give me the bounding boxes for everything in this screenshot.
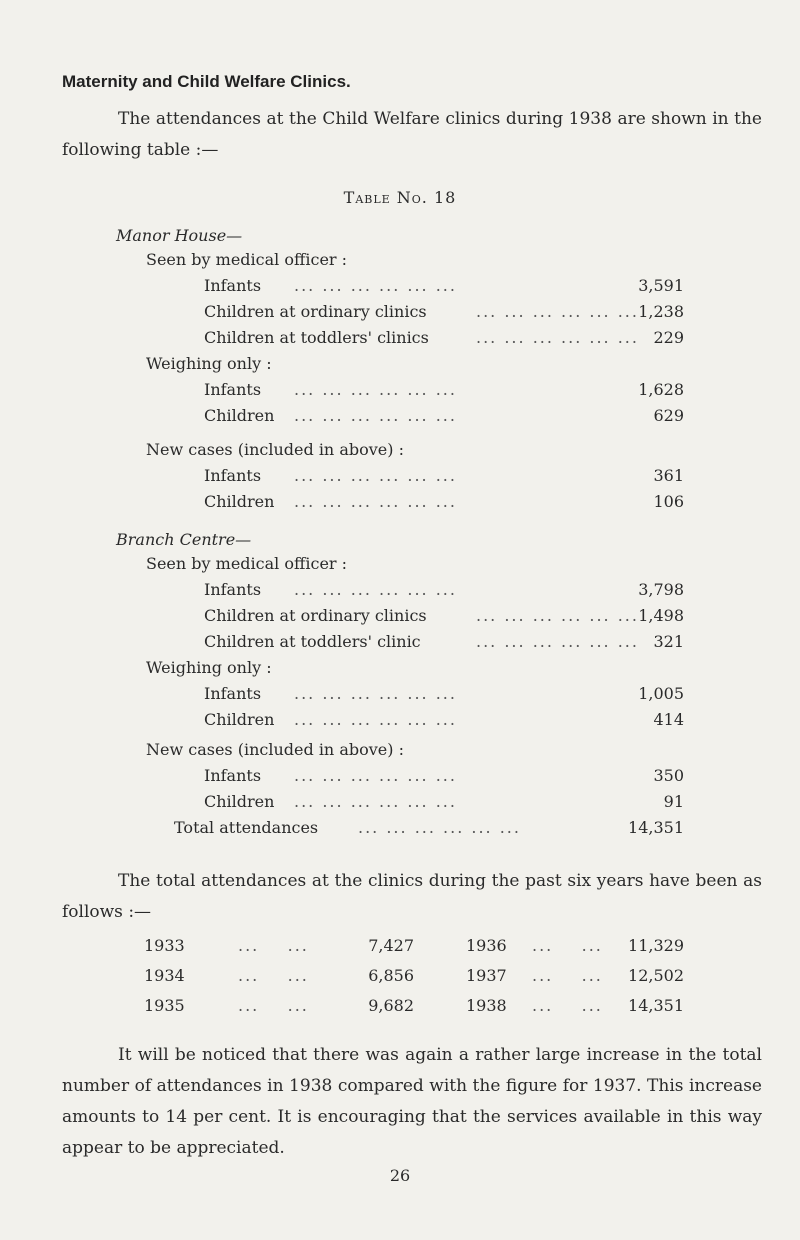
row-value: 1,238 (638, 302, 684, 321)
branch-weighing-label: Weighing only : (146, 658, 272, 677)
row-label: Children at ordinary clinics (204, 606, 427, 625)
row-label: Infants (204, 276, 262, 295)
year-value: 6,856 (368, 966, 414, 985)
row-value: 106 (653, 492, 684, 511)
table-row (0, 276, 800, 300)
leader-dots: ... ... ... ... ... ... (476, 328, 639, 347)
table-row (0, 684, 800, 708)
table-row (0, 328, 800, 352)
row-value: 321 (653, 632, 684, 651)
year-value: 14,351 (628, 996, 684, 1015)
year-value: 12,502 (628, 966, 684, 985)
row-value: 350 (653, 766, 684, 785)
table-row (0, 380, 800, 404)
table-row (0, 792, 800, 816)
leader-dots: ... ... ... ... ... ... (476, 302, 639, 321)
row-value: 3,798 (638, 580, 684, 599)
row-value: 629 (653, 406, 684, 425)
row-label: Children (204, 792, 275, 811)
year-label: 1937 (466, 966, 507, 985)
intro-paragraph: The attendances at the Child Welfare clinics during 1938 are shown in the following table :— (62, 109, 762, 160)
leader-dots: ... ... ... ... ... ... (358, 818, 521, 837)
year-value: 7,427 (368, 936, 414, 955)
row-value: 1,005 (638, 684, 684, 703)
row-label: Children at toddlers' clinics (204, 328, 429, 347)
row-label: Infants (204, 580, 262, 599)
year-label: 1935 (144, 996, 185, 1015)
conclusion-paragraph: It will be noticed that there was again a rather large increase in the total number of attendances in 1938 compared with the figure for 1937. This increase amounts to 14 per cent. It is encouraging that the services available in this way appear to be appreciated. (62, 1045, 762, 1158)
manor-seen-label: Seen by medical officer : (146, 250, 348, 269)
branch-new-cases-label: New cases (included in above) : (146, 740, 404, 759)
leader-dots: ... ... ... ... ... ... (476, 632, 639, 651)
year-label: 1938 (466, 996, 507, 1015)
branch-seen-label: Seen by medical officer : (146, 554, 348, 573)
manor-new-cases-label: New cases (included in above) : (146, 440, 404, 459)
leader-dots: ... ... ... ... ... ... (476, 606, 639, 625)
leader-dots: ... ... ... ... ... ... (294, 580, 457, 599)
row-label: Infants (204, 380, 262, 399)
leader-dots: ... ... (532, 996, 603, 1015)
row-value: 1,628 (638, 380, 684, 399)
table-row (0, 632, 800, 656)
row-label: Children at ordinary clinics (204, 302, 427, 321)
leader-dots: ... ... ... ... ... ... (294, 766, 457, 785)
leader-dots: ... ... ... ... ... ... (294, 710, 457, 729)
row-value: 414 (653, 710, 684, 729)
leader-dots: ... ... ... ... ... ... (294, 492, 457, 511)
table-title: Table No. 18 (343, 188, 457, 207)
years-intro-paragraph: The total attendances at the clinics during the past six years have been as follows :— (62, 871, 762, 922)
table-row (0, 492, 800, 516)
table-row (0, 466, 800, 490)
leader-dots: ... ... ... ... ... ... (294, 380, 457, 399)
leader-dots: ... ... (238, 966, 309, 985)
leader-dots: ... ... ... ... ... ... (294, 276, 457, 295)
row-value: 1,498 (638, 606, 684, 625)
total-row (0, 818, 800, 842)
leader-dots: ... ... (238, 936, 309, 955)
year-label: 1936 (466, 936, 507, 955)
row-label: Infants (204, 766, 262, 785)
total-label: Total attendances (174, 818, 319, 837)
row-label: Infants (204, 466, 262, 485)
leader-dots: ... ... (238, 996, 309, 1015)
branch-centre-heading: Branch Centre— (116, 530, 252, 549)
table-row (0, 710, 800, 734)
manor-house-heading: Manor House— (116, 226, 243, 245)
row-label: Children at toddlers' clinic (204, 632, 421, 651)
table-row (0, 580, 800, 604)
row-label: Infants (204, 684, 262, 703)
row-value: 91 (663, 792, 684, 811)
row-value: 361 (653, 466, 684, 485)
leader-dots: ... ... (532, 936, 603, 955)
year-value: 11,329 (628, 936, 684, 955)
year-value: 9,682 (368, 996, 414, 1015)
leader-dots: ... ... ... ... ... ... (294, 406, 457, 425)
year-label: 1933 (144, 936, 185, 955)
row-value: 229 (653, 328, 684, 347)
table-row (0, 606, 800, 630)
manor-weighing-label: Weighing only : (146, 354, 272, 373)
row-label: Children (204, 406, 275, 425)
row-label: Children (204, 492, 275, 511)
leader-dots: ... ... ... ... ... ... (294, 466, 457, 485)
table-row (0, 406, 800, 430)
leader-dots: ... ... (532, 966, 603, 985)
table-row (0, 766, 800, 790)
year-label: 1934 (144, 966, 185, 985)
table-row (0, 302, 800, 326)
leader-dots: ... ... ... ... ... ... (294, 792, 457, 811)
row-value: 3,591 (638, 276, 684, 295)
row-label: Children (204, 710, 275, 729)
section-heading: Maternity and Child Welfare Clinics. (62, 72, 351, 91)
total-value: 14,351 (628, 818, 684, 837)
page-number: 26 (389, 1166, 411, 1185)
leader-dots: ... ... ... ... ... ... (294, 684, 457, 703)
